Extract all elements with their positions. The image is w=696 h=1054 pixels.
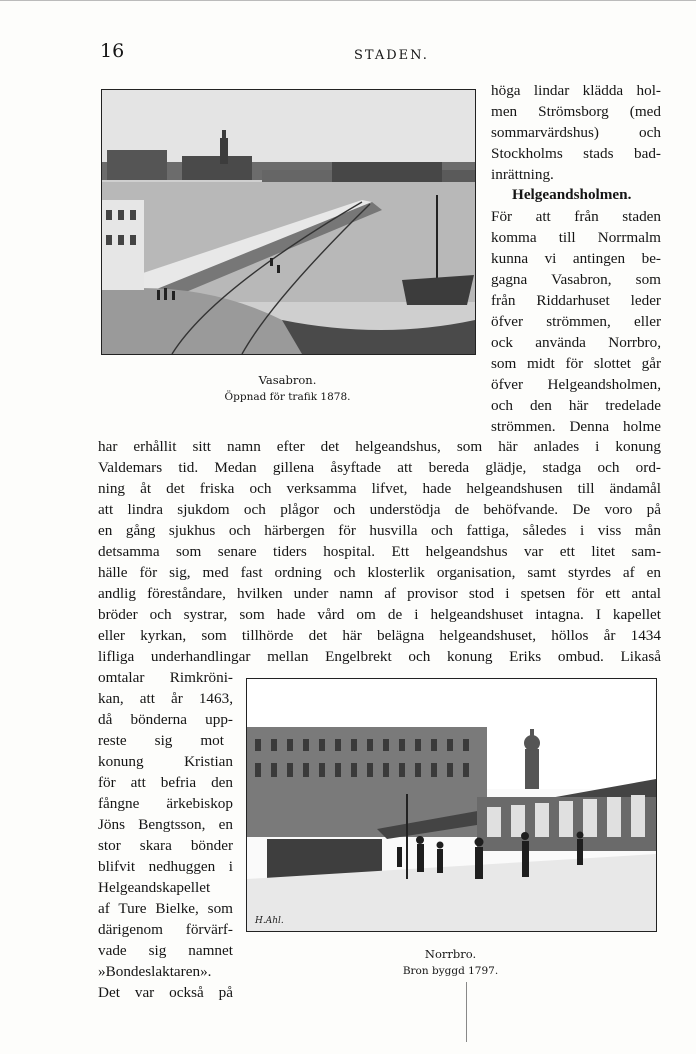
- text-line: ock använda Norrbro,: [491, 334, 661, 351]
- text-line: andlig föreståndare, hvilken under namn af provisor stod i spetsen för ett antal: [98, 585, 661, 602]
- text-line: ning åt det friska och verksamma lifvet, hade helgeandshusen till ändamål: [98, 480, 661, 497]
- text-line: Helgeandskapellet: [98, 879, 211, 896]
- text-line: sommarvärdshus) och: [491, 124, 661, 141]
- text-line: eller kyrkan, som tillhörde det här belägna helgeandshuset, höllos år 1434: [98, 627, 661, 644]
- text-line: stor skara bönder: [98, 837, 233, 854]
- text-line: höga lindar klädda hol-: [491, 82, 661, 99]
- text-line: hälle för sig, med fast ordning och klosterlik organisation, samt styrdes af en: [98, 564, 661, 581]
- section-heading: Helgeandsholmen.: [512, 186, 632, 203]
- text-line: att lindra sjukdom och plågor och understödja de behöfvande. De voro på: [98, 501, 661, 518]
- text-line: vade sig namnet: [98, 942, 233, 959]
- text-line: konung Kristian: [98, 753, 233, 770]
- text-line: blifvit nedhuggen i: [98, 858, 233, 875]
- text-line: bröder och systrar, som hade vård om de i helgeandshuset intagna. I kapellet: [98, 606, 661, 623]
- vasabron-caption-note: Öppnad för trafik 1878.: [224, 391, 351, 403]
- norrbro-caption-note: Bron byggd 1797.: [402, 965, 499, 977]
- page-edge: [0, 0, 696, 1]
- text-line: därigenom förvärf-: [98, 921, 233, 938]
- text-line: af Ture Bielke, som: [98, 900, 233, 917]
- text-line: gagna Vasabron, som: [491, 271, 661, 288]
- text-line: har erhållit sitt namn efter det helgeandshus, som här anlades i konung: [98, 438, 661, 455]
- norrbro-caption-title: Norrbro.: [424, 947, 477, 961]
- illustrator-signature: H.Ahl.: [255, 916, 284, 926]
- text-line: detsamma som senare tiders hospital. Ett helgeandshus var ett litet sam-: [98, 543, 661, 560]
- text-line: Det var också på: [98, 984, 233, 1001]
- gutter-mark: [466, 982, 467, 1042]
- text-line: För att från staden: [491, 208, 661, 225]
- norrbro-illustration: [246, 678, 657, 932]
- text-line: och den här tredelade: [491, 397, 661, 414]
- text-line: för att befria den: [98, 774, 233, 791]
- vasabron-illustration: [101, 89, 476, 355]
- text-line: som midt för slottet går: [491, 355, 661, 372]
- text-line: »Bondeslaktaren».: [98, 963, 212, 980]
- text-line: Valdemars tid. Medan gillena åsyftade att bereda glädje, stadga och ord-: [98, 459, 661, 476]
- text-line: då bönderna upp-: [98, 711, 233, 728]
- text-line: från Riddarhuset leder: [491, 292, 661, 309]
- text-line: strömmen. Denna holme: [491, 418, 661, 435]
- running-title: STADEN.: [354, 48, 429, 63]
- text-line: kunna vi antingen be-: [491, 250, 661, 267]
- text-line: omtalar Rimkröni-: [98, 669, 233, 686]
- text-line: Stockholms stads bad-: [491, 145, 661, 162]
- text-line: men Strömsborg (med: [491, 103, 661, 120]
- page-number: 16: [100, 40, 125, 62]
- vasabron-caption-title: Vasabron.: [258, 373, 317, 387]
- text-line: kan, att år 1463,: [98, 690, 233, 707]
- text-line: öfver Helgeandsholmen,: [491, 376, 661, 393]
- text-line: öfver strömmen, eller: [491, 313, 661, 330]
- text-line: lifliga underhandlingar mellan Engelbrekt och konung Eriks ombud. Likaså: [98, 648, 661, 665]
- text-line: reste sig mot: [98, 732, 224, 749]
- text-line: fångne ärkebiskop: [98, 795, 233, 812]
- text-line: Jöns Bengtsson, en: [98, 816, 233, 833]
- text-line: inrättning.: [491, 166, 554, 183]
- text-line: komma till Norrmalm: [491, 229, 661, 246]
- text-line: en gång sjukhus och härbergen för husvilla och fattiga, således i viss mån: [98, 522, 661, 539]
